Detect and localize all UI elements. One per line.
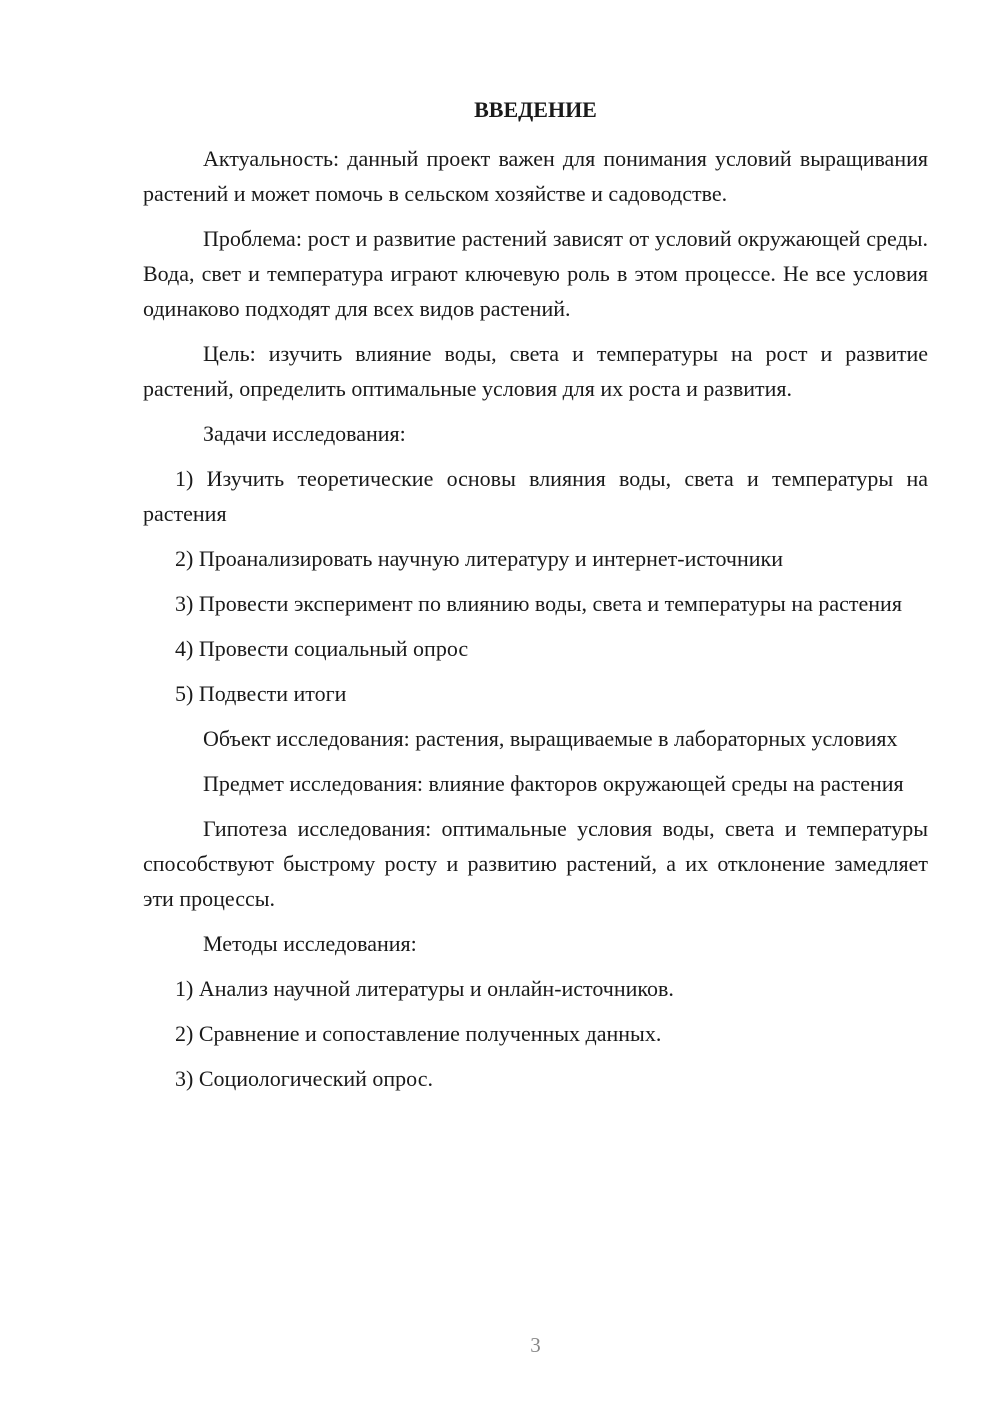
page-number: 3 — [530, 1333, 541, 1357]
task-item: 1) Изучить теоретические основы влияния воды, света и температуры на растения — [143, 466, 928, 526]
paragraph-hypothesis: Гипотеза исследования: оптимальные условия воды, света и температуры способствуют быстрому росту и развитию растений, а их отклонение замедляет эти процессы. — [143, 816, 928, 911]
method-item: 3) Социологический опрос. — [175, 1066, 433, 1091]
paragraph-problem: Проблема: рост и развитие растений зависят от условий окружающей среды. Вода, свет и температура играют ключевую роль в этом процессе. Не все условия одинаково подходят для всех видов растений. — [143, 226, 928, 321]
method-item: 1) Анализ научной литературы и онлайн-источников. — [175, 976, 674, 1001]
task-item: 5) Подвести итоги — [175, 681, 347, 706]
paragraph-goal: Цель: изучить влияние воды, света и температуры на рост и развитие растений, определить оптимальные условия для их роста и развития. — [143, 341, 928, 401]
method-item: 2) Сравнение и сопоставление полученных данных. — [175, 1021, 662, 1046]
paragraph-subject: Предмет исследования: влияние факторов окружающей среды на растения — [203, 771, 904, 796]
paragraph-object: Объект исследования: растения, выращиваемые в лабораторных условиях — [203, 726, 898, 751]
document-page — [143, 0, 928, 1414]
task-item: 4) Провести социальный опрос — [175, 636, 469, 661]
page-title: ВВЕДЕНИЕ — [474, 97, 597, 122]
paragraph-relevance: Актуальность: данный проект важен для понимания условий выращивания растений и может помочь в сельском хозяйстве и садоводстве. — [143, 146, 928, 206]
paragraph-methods-heading: Методы исследования: — [203, 931, 417, 956]
task-item: 3) Провести эксперимент по влиянию воды, света и температуры на растения — [175, 591, 902, 616]
paragraph-tasks-heading: Задачи исследования: — [203, 421, 406, 446]
document-body — [143, 141, 928, 1106]
task-item: 2) Проанализировать научную литературу и интернет-источники — [175, 546, 783, 571]
